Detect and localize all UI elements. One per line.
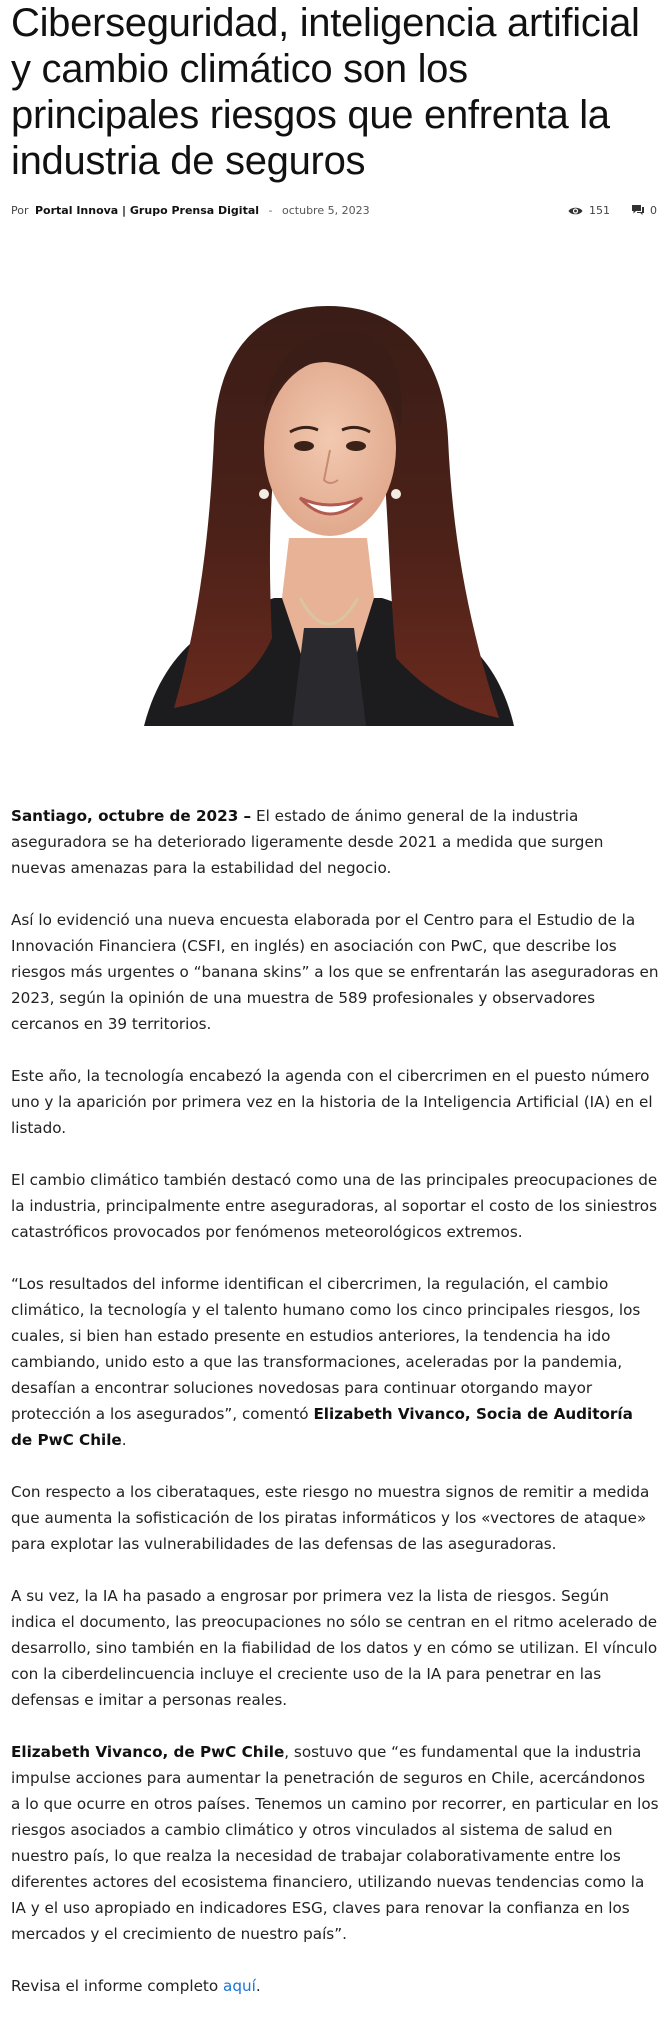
portrait-photo (104, 298, 552, 726)
views-count: 151 (589, 204, 610, 217)
article-stats (568, 204, 657, 217)
article-title: Ciberseguridad, inteligencia artificial y cambio climático son los principales riesgos que enfrenta la industria de seguros (11, 1, 640, 183)
paragraph-4: El cambio climático también destacó como una de las principales preocupaciones de la industria, principalmente entre aseguradoras, al soportar el costo de los siniestros catastróficos provocados por fenómenos meteorológicos extremos. (11, 1171, 658, 1241)
by-label: Por (11, 204, 29, 217)
meta-separator: - (268, 204, 273, 217)
paragraph-6: Con respecto a los ciberataques, este riesgo no muestra signos de remitir a medida que aumenta la sofisticación de los piratas informáticos y los «vectores de ataque» para explotar las vulnerabilidades de las defensas de las aseguradoras. (11, 1483, 650, 1553)
paragraph-7: A su vez, la IA ha pasado a engrosar por primera vez la lista de riesgos. Según indica el documento, las preocupaciones no sólo se centran en el ritmo acelerado de desarrollo, sino también en la fiabilidad de los datos y en cómo se utilizan. El vínculo con la ciberdelincuencia incluye el creciente uso de la IA para penetrar en las defensas e imitar a personas reales. (11, 1587, 658, 1709)
quoted-person-2: Elizabeth Vivanco, de PwC Chile (11, 1743, 285, 1761)
paragraph-3: Este año, la tecnología encabezó la agenda con el cibercrimen en el puesto número uno y la aparición por primera vez en la historia de la Inteligencia Artificial (IA) en el listado. (11, 1067, 653, 1137)
comments-count: 0 (650, 204, 657, 217)
quoted-person: Elizabeth Vivanco, Socia de Auditoría de PwC Chile (11, 1405, 633, 1449)
views-counter (568, 204, 610, 217)
article-meta (11, 204, 657, 222)
eye-icon (568, 206, 583, 216)
paragraph-1: Santiago, octubre de 2023 – El estado de ánimo general de la industria aseguradora se ha deteriorado ligeramente desde 2021 a medida que surgen nuevas amenazas para la estabilidad del negocio. (11, 807, 604, 877)
paragraph-5: “Los resultados del informe identifican el cibercrimen, la regulación, el cambio climático, la tecnología y el talento humano como los cinco principales riesgos, los cuales, si bien han estado presente en estudios anteriores, la tendencia ha ido cambiando, unido esto a que las transformaciones, aceleradas por la pandemia, desafían a encontrar soluciones novedosas para continuar otorgando mayor protección a los asegurados”, comentó Elizabeth Vivanco, Socia de Auditoría de PwC Chile. (11, 1275, 641, 1449)
comment-icon (632, 205, 644, 216)
paragraph-8: Elizabeth Vivanco, de PwC Chile, sostuvo que “es fundamental que la industria impulse acciones para aumentar la penetración de seguros en Chile, acercándonos a lo que ocurre en otros países. Tenemos un camino por recorrer, en particular en los riesgos asociados a cambio climático y otros vinculados al sistema de salud en nuestro país, lo que realza la necesidad de trabajar colaborativamente entre los diferentes actores del ecosistema financiero, utilizando nuevas tendencias como la IA y el uso apropiado en indicadores ESG, claves para renovar la confianza en los mercados y el crecimiento de nuestro país”. (11, 1743, 659, 1943)
article-body (11, 803, 659, 2025)
publish-date: octubre 5, 2023 (282, 204, 370, 217)
report-link[interactable]: aquí (223, 1977, 256, 1995)
paragraph-9: Revisa el informe completo aquí. (11, 1977, 261, 1995)
comments-counter[interactable] (632, 204, 657, 217)
author-link[interactable]: Portal Innova | Grupo Prensa Digital (35, 204, 260, 217)
paragraph-2: Así lo evidenció una nueva encuesta elaborada por el Centro para el Estudio de la Innovación Financiera (CSFI, en inglés) en asociación con PwC, que describe los riesgos más urgentes o “banana skins” a los que se enfrentarán las aseguradoras en 2023, según la opinión de una muestra de 589 profesionales y observadores cercanos en 39 territorios. (11, 911, 659, 1033)
dateline: Santiago, octubre de 2023 – (11, 807, 252, 825)
